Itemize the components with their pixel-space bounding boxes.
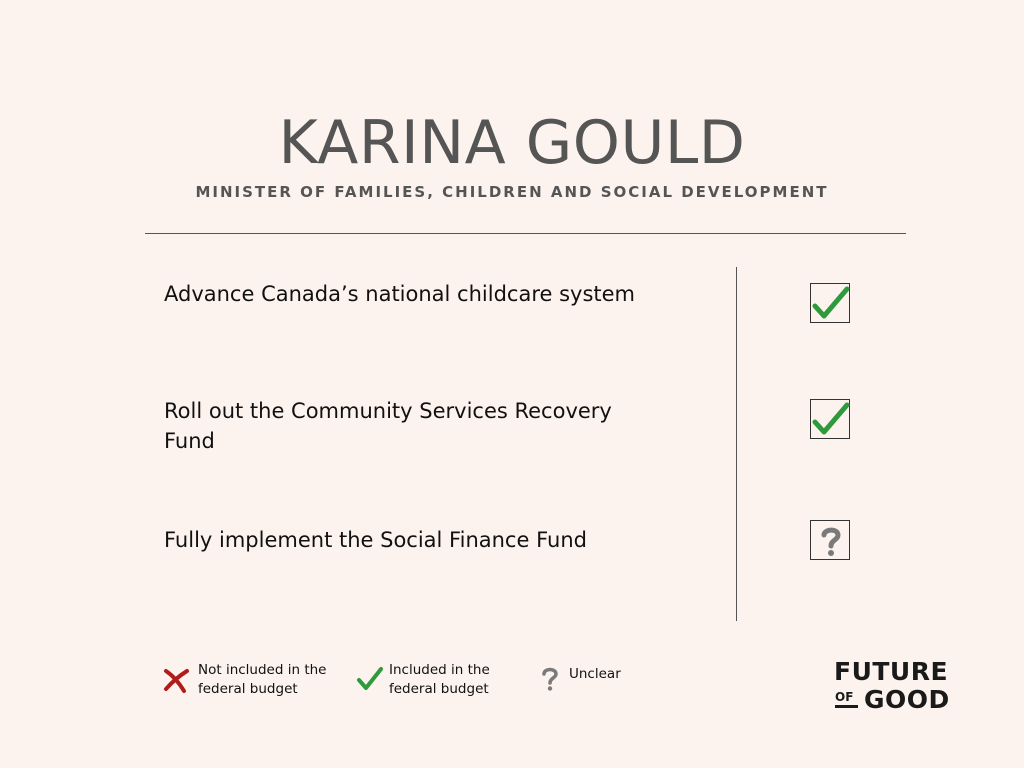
column-divider [736, 267, 737, 621]
question-icon [540, 666, 560, 692]
logo-underline [835, 705, 858, 708]
commitment-text-recovery-fund: Roll out the Community Services Recovery Fund [164, 399, 612, 453]
logo-word-future: FUTURE [834, 657, 949, 686]
legend-label-included: Included in the federal budget [389, 662, 490, 697]
x-icon [163, 666, 191, 694]
future-of-good-logo [834, 658, 964, 716]
logo-word-of: OF [835, 690, 854, 704]
status-box-recovery-fund [810, 399, 850, 439]
minister-name: KARINA GOULD [278, 108, 746, 178]
logo-word-good: GOOD [864, 685, 950, 714]
legend-label-unclear: Unclear [569, 666, 621, 682]
status-box-social-finance [810, 520, 850, 560]
header-divider [145, 233, 906, 234]
legend-label-not-included: Not included in the federal budget [198, 662, 327, 697]
status-box-childcare [810, 283, 850, 323]
commitment-text-childcare: Advance Canada’s national childcare system [164, 282, 636, 306]
check-icon [811, 284, 851, 324]
commitment-text-social-finance: Fully implement the Social Finance Fund [164, 528, 587, 552]
minister-role: MINISTER OF FAMILIES, CHILDREN AND SOCIAL DEVELOPMENT [195, 183, 829, 201]
check-icon [356, 666, 384, 692]
check-icon [811, 400, 851, 440]
question-icon [811, 521, 851, 561]
